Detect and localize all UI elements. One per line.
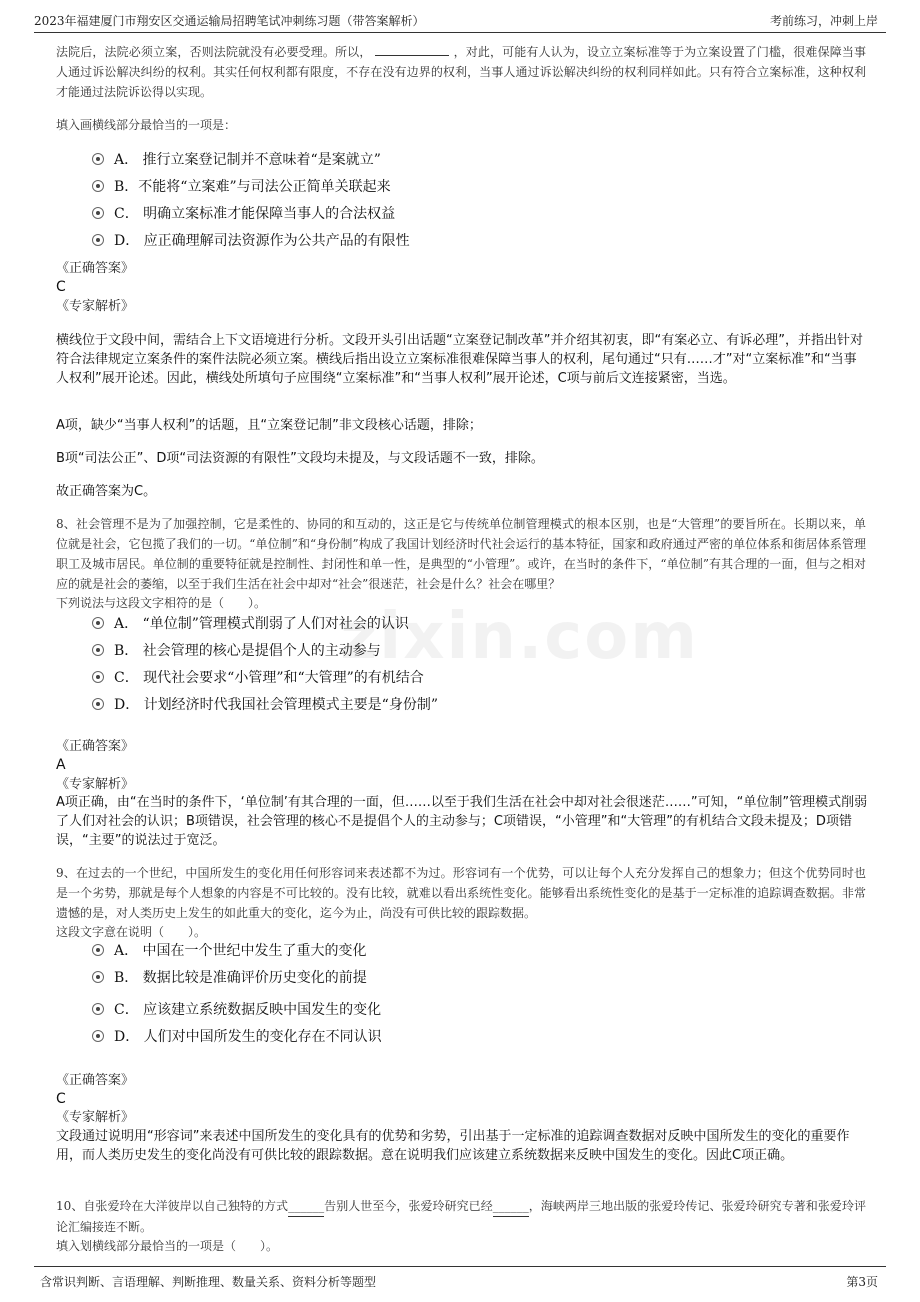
radio-icon[interactable] — [92, 698, 104, 710]
q10-prompt: 填入划横线部分最恰当的一项是（ ）。 — [56, 1239, 279, 1253]
q9-option-b-label: B． 数据比较是准确评价历史变化的前提 — [114, 970, 367, 986]
q7-analysis-p2: A项，缺少“当事人权利”的话题，且“立案登记制”非文段核心话题，排除； — [56, 418, 482, 433]
q9-option-d[interactable] — [92, 1026, 382, 1048]
q10-passage — [56, 1196, 866, 1237]
q7-option-a-label: A． 推行立案登记制并不意味着“是案就立” — [114, 152, 381, 168]
radio-icon[interactable] — [92, 1003, 104, 1015]
page-number: 第3页 — [846, 1275, 878, 1289]
q10-passage-part1: 10、自张爱玲在大洋彼岸以自己独特的方式 — [56, 1199, 289, 1213]
watermark: zixin.com — [340, 600, 699, 674]
q8-passage: 8、社会管理不是为了加强控制，它是柔性的、协同的和互动的，这正是它与传统单位制管理模式的根本区别，也是“大管理”的要旨所在。长期以来，单位就是社会，它包揽了我们的一切。“单位制”和“身份制”构成了我国计划经济时代社会运行的基本特征，国家和政府通过严密的单位体系和街居体系管理职工及城市居民。单位制的重要特征就是控制性、封闭性和单一性，是典型的“小管理”。或许，在当时的条件下，“单位制”有其合理的一面，但与之相对应的就是社会的萎缩，以至于我们生活在社会中却对“社会”很迷茫，社会是什么？社会在哪里？ — [56, 517, 866, 591]
page-header — [34, 10, 886, 33]
q7-option-d[interactable] — [92, 230, 410, 252]
q7-option-a[interactable] — [92, 149, 381, 171]
q9-passage: 9、在过去的一个世纪，中国所发生的变化用任何形容词来表述都不为过。形容词有一个优势，可以让每个人充分发挥自己的想象力；但这个优势同时也是一个劣势，那就是每个人想象的内容是不可比较的。没有比较，就难以看出系统性变化。能够看出系统性变化的是基于一定标准的追踪调查数据。非常遗憾的是，对人类历史上发生的如此重大的变化，迄今为止，尚没有可供比较的跟踪数据。 — [56, 866, 866, 920]
q7-option-c-label: C． 明确立案标准才能保障当事人的合法权益 — [114, 206, 396, 222]
q8-analysis-label: 《专家解析》 — [56, 777, 135, 792]
q7-passage-part2: ，对此，可能有人认为，设立立案标准等于为立案设置了门槛，很难保 — [453, 45, 830, 59]
q8-answer-label: 《正确答案》 — [56, 739, 135, 754]
radio-icon[interactable] — [92, 617, 104, 629]
q10-passage-part2: 告别人世至今，张爱玲研究已经 — [324, 1199, 493, 1213]
q9-option-d-label: D． 人们对中国所发生的变化存在不同认识 — [114, 1029, 382, 1045]
q8-option-a[interactable] — [92, 613, 409, 635]
q7-option-d-label: D． 应正确理解司法资源作为公共产品的有限性 — [114, 233, 410, 249]
q8-option-d[interactable] — [92, 694, 438, 716]
q8-answer: A — [56, 757, 66, 773]
q10-blank-1: ______ — [288, 1196, 324, 1217]
q9-option-a[interactable] — [92, 940, 367, 962]
radio-icon[interactable] — [92, 644, 104, 656]
q9-option-a-label: A． 中国在一个世纪中发生了重大的变化 — [114, 943, 367, 959]
q8-prompt: 下列说法与这段文字相符的是（ ）。 — [56, 596, 267, 610]
q7-answer-label: 《正确答案》 — [56, 261, 135, 276]
q7-passage-part3: 障当事人通过诉讼解决纠纷的权利。其实任何权利都有限度，不存在没有边界的权利，当事人通过诉讼解决纠纷的权利同样如此。只有符合立案标准，这种权利才能通过法院诉讼得以实现。 — [56, 45, 866, 99]
radio-icon[interactable] — [92, 207, 104, 219]
radio-icon[interactable] — [92, 671, 104, 683]
q9-option-c-label: C． 应该建立系统数据反映中国发生的变化 — [114, 1002, 382, 1018]
radio-icon[interactable] — [92, 234, 104, 246]
q7-prompt: 填入画横线部分最恰当的一项是： — [56, 118, 237, 132]
q7-analysis-p4: 故正确答案为C。 — [56, 484, 157, 499]
q7-option-b-label: B．不能将“立案难”与司法公正简单关联起来 — [114, 179, 391, 195]
q8-option-c[interactable] — [92, 667, 424, 689]
radio-icon[interactable] — [92, 1030, 104, 1042]
radio-icon[interactable] — [92, 971, 104, 983]
q9-option-b[interactable] — [92, 967, 367, 989]
q9-option-c[interactable] — [92, 999, 381, 1021]
q8-analysis: A项正确，由“在当时的条件下，‘单位制’有其合理的一面，但……以至于我们生活在社会中却对社会很迷茫……”可知，“单位制”管理模式削弱了人们对社会的认识；B项错误，社会管理的核心不是提倡个人的主动参与；C项错误，“小管理”和“大管理”的有机结合文段未提及；D项错误，“主要”的说法过于宽泛。 — [56, 795, 868, 848]
q9-prompt: 这段文字意在说明（ ）。 — [56, 925, 207, 939]
q8-option-b[interactable] — [92, 640, 381, 662]
q10-blank-2: ______ — [493, 1196, 529, 1217]
radio-icon[interactable] — [92, 180, 104, 192]
q7-blank — [375, 43, 449, 56]
q8-option-d-label: D． 计划经济时代我国社会管理模式主要是“身份制” — [114, 697, 438, 713]
header-slogan: 考前练习，冲刺上岸 — [769, 14, 878, 28]
q10-passage-part3: ，海峡两岸三地出版的张爱玲传记、张爱玲研究专著和张爱玲评论汇编接连不断。 — [56, 1199, 866, 1234]
q7-passage — [56, 42, 866, 102]
q8-option-a-label: A． “单位制”管理模式削弱了人们对社会的认识 — [114, 616, 409, 632]
q7-answer: C — [56, 279, 66, 295]
q8-option-b-label: B． 社会管理的核心是提倡个人的主动参与 — [114, 643, 381, 659]
q7-analysis-p3: B项“司法公正”、D项“司法资源的有限性”文段均未提及，与文段话题不一致，排除。 — [56, 451, 544, 466]
q7-option-b[interactable] — [92, 176, 391, 198]
q7-analysis-p1: 横线位于文段中间，需结合上下文语境进行分析。文段开头引出话题“立案登记制改革”并介绍其初衷，即“有案必立、有诉必理”，并指出针对符合法律规定立案条件的案件法院必须立案。横线后指出设立立案标准很难保障当事人的权利，尾句通过“只有……才”对“立案标准”和“当事人权利”展开论述。因此，横线处所填句子应围绕“立案标准”和“当事人权利”展开论述，C项与前后文连接紧密，当选。 — [56, 333, 863, 386]
q8-option-c-label: C． 现代社会要求“小管理”和“大管理”的有机结合 — [114, 670, 424, 686]
q7-option-c[interactable] — [92, 203, 395, 225]
q9-answer-label: 《正确答案》 — [56, 1073, 135, 1088]
q9-answer: C — [56, 1091, 66, 1107]
radio-icon[interactable] — [92, 153, 104, 165]
radio-icon[interactable] — [92, 944, 104, 956]
q7-analysis-label: 《专家解析》 — [56, 299, 135, 314]
q9-analysis: 文段通过说明用“形容词”来表述中国所发生的变化具有的优势和劣势，引出基于一定标准的追踪调查数据对反映中国所发生的变化的重要作用，而人类历史发生的变化尚没有可供比较的跟踪数据。意在说明我们应该建立系统数据来反映中国发生的变化。因此C项正确。 — [56, 1129, 850, 1163]
document-title: 2023年福建厦门市翔安区交通运输局招聘笔试冲刺练习题（带答案解析） — [34, 14, 425, 28]
q9-analysis-label: 《专家解析》 — [56, 1110, 135, 1125]
q7-passage-part1: 法院后，法院必须立案，否则法院就没有必要受理。所以， — [56, 45, 372, 59]
page-footer — [34, 1266, 886, 1297]
footer-note: 含常识判断、言语理解、判断推理、数量关系、资料分析等题型 — [40, 1275, 377, 1289]
